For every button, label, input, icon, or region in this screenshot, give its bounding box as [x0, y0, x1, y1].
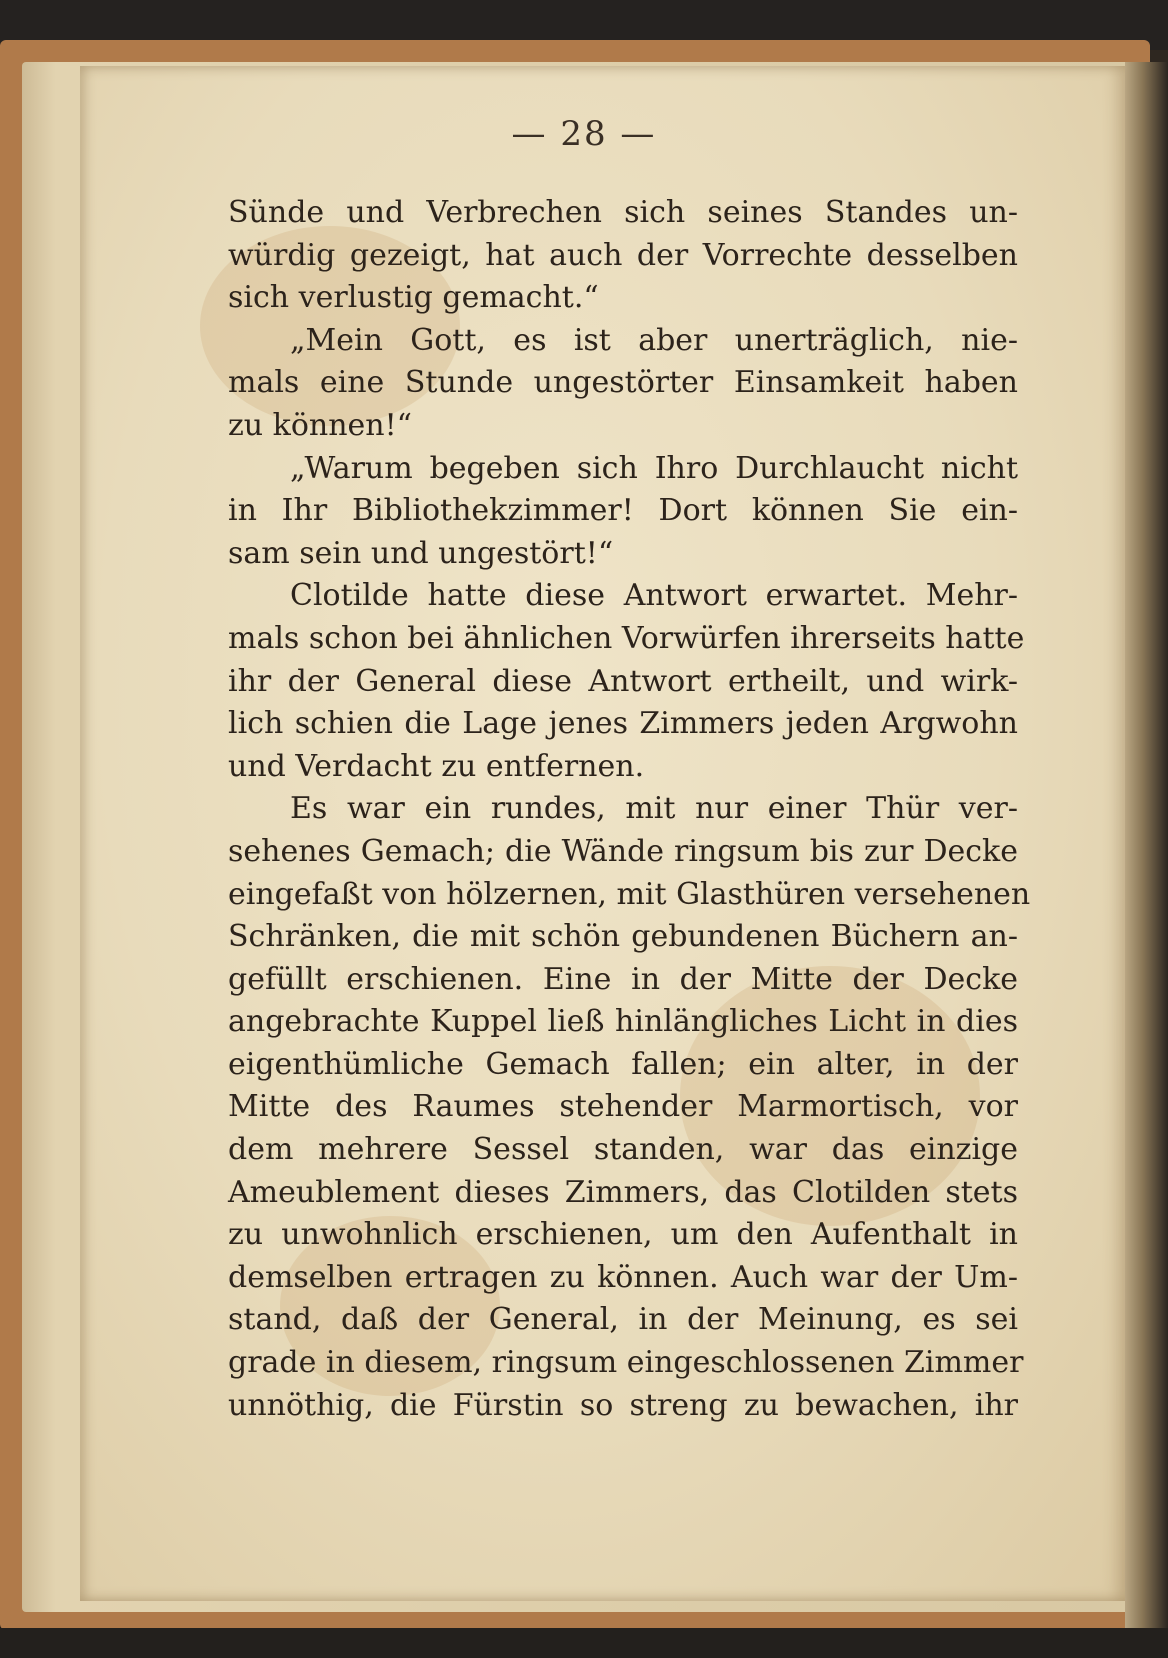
text-line: Mitte des Raumes stehender Marmortisch, vor	[228, 1089, 1018, 1125]
text-line: sehenes Gemach; die Wände ringsum bis zur Decke	[228, 833, 1018, 869]
text-line: zu unwohnlich erschienen, um den Aufenthalt in	[228, 1217, 1018, 1253]
text-line: eigenthümliche Gemach fallen; ein alter, in der	[228, 1046, 1018, 1082]
text-line: demselben ertragen zu können. Auch war der Um-	[228, 1259, 1018, 1295]
text-line: „Warum begeben sich Ihro Durchlaucht nicht	[290, 450, 1018, 486]
text-line: und Verdacht zu entfernen.	[228, 748, 645, 784]
page-number: — 28 —	[511, 114, 657, 154]
text-line: „Mein Gott, es ist aber unerträglich, nie-	[290, 322, 1018, 358]
text-line: eingefaßt von hölzernen, mit Glasthüren versehenen	[228, 876, 1031, 912]
text-line: angebrachte Kuppel ließ hinlängliches Licht in dies	[228, 1004, 1018, 1040]
right-page-edge	[1125, 62, 1168, 1628]
text-line: Ameublement dieses Zimmers, das Clotilden stets	[228, 1174, 1018, 1210]
text-line: grade in diesem, ringsum eingeschlossenen Zimmer	[228, 1345, 1024, 1381]
body-text	[228, 192, 1031, 1427]
text-line: ihr der General diese Antwort ertheilt, und wirk-	[228, 663, 1018, 699]
text-line: stand, daß der General, in der Meinung, es sei	[228, 1302, 1018, 1338]
text-line: würdig gezeigt, hat auch der Vorrechte desselben	[228, 237, 1018, 273]
cover-bottom-edge	[0, 1628, 1168, 1658]
text-line: Clotilde hatte diese Antwort erwartet. Mehr-	[290, 578, 1018, 614]
text-line: dem mehrere Sessel standen, war das einzige	[228, 1132, 1018, 1168]
text-line: mals eine Stunde ungestörter Einsamkeit haben	[228, 365, 1018, 401]
text-line: in Ihr Bibliothekzimmer! Dort können Sie ein-	[228, 493, 1018, 529]
text-line: sam sein und ungestört!“	[228, 535, 614, 571]
text-line: lich schien die Lage jenes Zimmers jeden Argwohn	[228, 706, 1018, 742]
text-line: Es war ein rundes, mit nur einer Thür ver-	[290, 791, 1018, 827]
text-line: sich verlustig gemacht.“	[228, 280, 599, 316]
text-line: unnöthig, die Fürstin so streng zu bewachen, ihr	[228, 1387, 1018, 1423]
text-line: zu können!“	[228, 407, 413, 443]
text-line: mals schon bei ähnlichen Vorwürfen ihrerseits hatte	[228, 620, 1025, 656]
text-line: Sünde und Verbrechen sich seines Standes un-	[228, 195, 1018, 230]
text-line: Schränken, die mit schön gebundenen Büchern an-	[228, 919, 1018, 955]
text-line: gefüllt erschienen. Eine in der Mitte der Decke	[228, 961, 1018, 997]
